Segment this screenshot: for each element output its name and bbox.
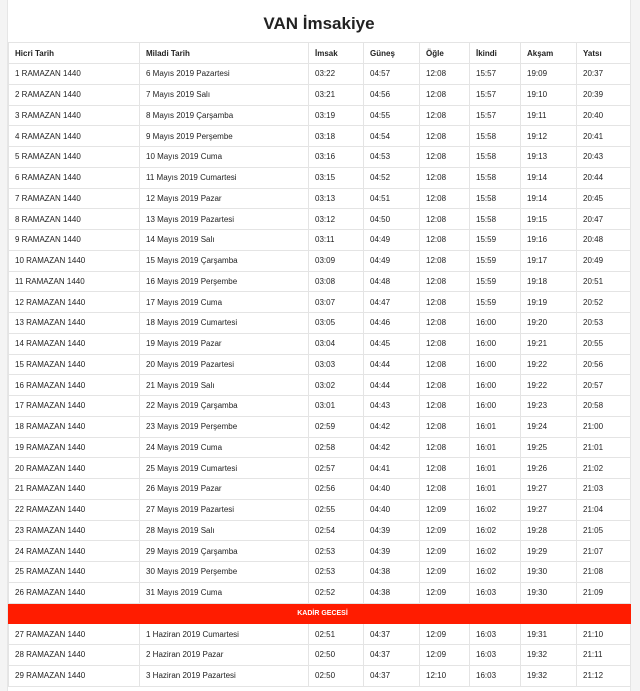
cell-yatsi: 20:43 — [577, 147, 631, 168]
cell-imsak: 02:52 — [309, 582, 364, 603]
cell-aksam: 19:10 — [521, 84, 577, 105]
cell-yatsi: 20:56 — [577, 354, 631, 375]
cell-ogle: 12:08 — [420, 416, 470, 437]
cell-ogle: 12:08 — [420, 105, 470, 126]
cell-yatsi: 21:01 — [577, 437, 631, 458]
cell-ogle: 12:08 — [420, 230, 470, 251]
cell-miladi-date: 19 Mayıs 2019 Pazar — [140, 333, 309, 354]
cell-imsak: 03:15 — [309, 167, 364, 188]
cell-ikindi: 15:59 — [470, 230, 521, 251]
cell-aksam: 19:28 — [521, 520, 577, 541]
cell-gunes: 04:50 — [364, 209, 420, 230]
cell-aksam: 19:21 — [521, 333, 577, 354]
cell-imsak: 03:04 — [309, 333, 364, 354]
cell-miladi-date: 30 Mayıs 2019 Perşembe — [140, 562, 309, 583]
cell-ikindi: 15:59 — [470, 250, 521, 271]
table-row — [9, 416, 631, 437]
cell-miladi-date: 6 Mayıs 2019 Pazartesi — [140, 64, 309, 85]
cell-hicri-date: 22 RAMAZAN 1440 — [9, 499, 140, 520]
cell-gunes: 04:54 — [364, 126, 420, 147]
cell-gunes: 04:40 — [364, 479, 420, 500]
cell-gunes: 04:57 — [364, 64, 420, 85]
cell-miladi-date: 17 Mayıs 2019 Cuma — [140, 292, 309, 313]
cell-hicri-date: 7 RAMAZAN 1440 — [9, 188, 140, 209]
cell-gunes: 04:44 — [364, 375, 420, 396]
cell-aksam: 19:17 — [521, 250, 577, 271]
cell-imsak: 02:51 — [309, 624, 364, 645]
cell-yatsi: 20:44 — [577, 167, 631, 188]
table-row — [9, 64, 631, 85]
cell-ikindi: 16:03 — [470, 645, 521, 666]
cell-ogle: 12:08 — [420, 250, 470, 271]
cell-imsak: 03:01 — [309, 396, 364, 417]
cell-yatsi: 20:55 — [577, 333, 631, 354]
cell-miladi-date: 13 Mayıs 2019 Pazartesi — [140, 209, 309, 230]
cell-miladi-date: 31 Mayıs 2019 Cuma — [140, 582, 309, 603]
cell-ikindi: 15:58 — [470, 167, 521, 188]
table-row — [9, 126, 631, 147]
cell-ikindi: 16:01 — [470, 416, 521, 437]
cell-ikindi: 15:58 — [470, 188, 521, 209]
cell-imsak: 03:03 — [309, 354, 364, 375]
cell-ogle: 12:09 — [420, 624, 470, 645]
cell-yatsi: 21:10 — [577, 624, 631, 645]
cell-aksam: 19:25 — [521, 437, 577, 458]
cell-imsak: 03:19 — [309, 105, 364, 126]
cell-gunes: 04:41 — [364, 458, 420, 479]
cell-aksam: 19:27 — [521, 499, 577, 520]
cell-ogle: 12:09 — [420, 541, 470, 562]
table-row — [9, 562, 631, 583]
cell-hicri-date: 18 RAMAZAN 1440 — [9, 416, 140, 437]
cell-ikindi: 16:00 — [470, 313, 521, 334]
cell-yatsi: 20:45 — [577, 188, 631, 209]
cell-gunes: 04:37 — [364, 624, 420, 645]
table-row — [9, 665, 631, 686]
column-header-gunes: Güneş — [364, 43, 420, 64]
cell-ogle: 12:08 — [420, 292, 470, 313]
cell-hicri-date: 23 RAMAZAN 1440 — [9, 520, 140, 541]
table-row — [9, 292, 631, 313]
table-row — [9, 105, 631, 126]
cell-aksam: 19:11 — [521, 105, 577, 126]
cell-ikindi: 16:03 — [470, 665, 521, 686]
cell-imsak: 03:05 — [309, 313, 364, 334]
cell-ikindi: 15:58 — [470, 147, 521, 168]
cell-gunes: 04:39 — [364, 541, 420, 562]
cell-hicri-date: 12 RAMAZAN 1440 — [9, 292, 140, 313]
cell-aksam: 19:18 — [521, 271, 577, 292]
cell-miladi-date: 10 Mayıs 2019 Cuma — [140, 147, 309, 168]
cell-yatsi: 21:05 — [577, 520, 631, 541]
cell-ogle: 12:08 — [420, 147, 470, 168]
cell-gunes: 04:55 — [364, 105, 420, 126]
cell-imsak: 03:02 — [309, 375, 364, 396]
cell-gunes: 04:56 — [364, 84, 420, 105]
cell-hicri-date: 16 RAMAZAN 1440 — [9, 375, 140, 396]
cell-aksam: 19:30 — [521, 562, 577, 583]
cell-imsak: 02:50 — [309, 645, 364, 666]
table-row — [9, 437, 631, 458]
cell-hicri-date: 9 RAMAZAN 1440 — [9, 230, 140, 251]
cell-miladi-date: 8 Mayıs 2019 Çarşamba — [140, 105, 309, 126]
cell-hicri-date: 24 RAMAZAN 1440 — [9, 541, 140, 562]
cell-ogle: 12:08 — [420, 271, 470, 292]
cell-hicri-date: 14 RAMAZAN 1440 — [9, 333, 140, 354]
cell-ikindi: 16:00 — [470, 333, 521, 354]
cell-aksam: 19:29 — [521, 541, 577, 562]
cell-yatsi: 20:49 — [577, 250, 631, 271]
cell-hicri-date: 1 RAMAZAN 1440 — [9, 64, 140, 85]
cell-ogle: 12:08 — [420, 396, 470, 417]
cell-ikindi: 15:58 — [470, 209, 521, 230]
cell-miladi-date: 12 Mayıs 2019 Pazar — [140, 188, 309, 209]
cell-gunes: 04:38 — [364, 562, 420, 583]
table-row — [9, 541, 631, 562]
cell-miladi-date: 27 Mayıs 2019 Pazartesi — [140, 499, 309, 520]
cell-yatsi: 21:07 — [577, 541, 631, 562]
table-row — [9, 582, 631, 603]
column-header-hicri-date: Hicri Tarih — [9, 43, 140, 64]
cell-miladi-date: 26 Mayıs 2019 Pazar — [140, 479, 309, 500]
cell-yatsi: 21:11 — [577, 645, 631, 666]
column-header-miladi-date: Miladi Tarih — [140, 43, 309, 64]
table-row — [9, 188, 631, 209]
cell-hicri-date: 21 RAMAZAN 1440 — [9, 479, 140, 500]
cell-ikindi: 16:01 — [470, 437, 521, 458]
table-row — [9, 230, 631, 251]
cell-imsak: 02:50 — [309, 665, 364, 686]
cell-ogle: 12:09 — [420, 520, 470, 541]
table-row — [9, 375, 631, 396]
cell-hicri-date: 26 RAMAZAN 1440 — [9, 582, 140, 603]
cell-ikindi: 15:57 — [470, 64, 521, 85]
cell-imsak: 03:09 — [309, 250, 364, 271]
table-body — [9, 64, 631, 687]
cell-gunes: 04:38 — [364, 582, 420, 603]
cell-ikindi: 16:03 — [470, 624, 521, 645]
cell-imsak: 02:53 — [309, 541, 364, 562]
cell-yatsi: 21:09 — [577, 582, 631, 603]
cell-aksam: 19:32 — [521, 665, 577, 686]
cell-imsak: 02:57 — [309, 458, 364, 479]
cell-imsak: 02:54 — [309, 520, 364, 541]
cell-hicri-date: 20 RAMAZAN 1440 — [9, 458, 140, 479]
cell-miladi-date: 11 Mayıs 2019 Cumartesi — [140, 167, 309, 188]
cell-yatsi: 20:57 — [577, 375, 631, 396]
cell-imsak: 02:53 — [309, 562, 364, 583]
cell-gunes: 04:37 — [364, 645, 420, 666]
cell-ikindi: 16:00 — [470, 396, 521, 417]
table-row — [9, 333, 631, 354]
cell-ikindi: 16:01 — [470, 458, 521, 479]
cell-yatsi: 21:08 — [577, 562, 631, 583]
table-row — [9, 209, 631, 230]
cell-yatsi: 20:53 — [577, 313, 631, 334]
page-title: VAN İmsakiye — [263, 14, 375, 33]
cell-aksam: 19:14 — [521, 167, 577, 188]
cell-hicri-date: 19 RAMAZAN 1440 — [9, 437, 140, 458]
cell-hicri-date: 4 RAMAZAN 1440 — [9, 126, 140, 147]
cell-gunes: 04:52 — [364, 167, 420, 188]
cell-ogle: 12:08 — [420, 188, 470, 209]
cell-gunes: 04:43 — [364, 396, 420, 417]
cell-imsak: 02:58 — [309, 437, 364, 458]
cell-ikindi: 16:02 — [470, 499, 521, 520]
cell-gunes: 04:42 — [364, 416, 420, 437]
special-row-label: KADİR GECESİ — [9, 603, 631, 624]
cell-ikindi: 15:59 — [470, 292, 521, 313]
cell-hicri-date: 28 RAMAZAN 1440 — [9, 645, 140, 666]
cell-gunes: 04:49 — [364, 250, 420, 271]
cell-ogle: 12:10 — [420, 665, 470, 686]
cell-ikindi: 16:02 — [470, 541, 521, 562]
cell-ogle: 12:08 — [420, 458, 470, 479]
cell-hicri-date: 15 RAMAZAN 1440 — [9, 354, 140, 375]
cell-miladi-date: 29 Mayıs 2019 Çarşamba — [140, 541, 309, 562]
cell-gunes: 04:39 — [364, 520, 420, 541]
table-row — [9, 499, 631, 520]
table-row — [9, 271, 631, 292]
cell-yatsi: 20:52 — [577, 292, 631, 313]
cell-ikindi: 16:02 — [470, 562, 521, 583]
cell-miladi-date: 15 Mayıs 2019 Çarşamba — [140, 250, 309, 271]
cell-miladi-date: 1 Haziran 2019 Cumartesi — [140, 624, 309, 645]
cell-imsak: 03:22 — [309, 64, 364, 85]
table-row — [9, 147, 631, 168]
cell-gunes: 04:42 — [364, 437, 420, 458]
cell-ogle: 12:09 — [420, 562, 470, 583]
table-row — [9, 250, 631, 271]
cell-aksam: 19:16 — [521, 230, 577, 251]
cell-miladi-date: 20 Mayıs 2019 Pazartesi — [140, 354, 309, 375]
cell-ikindi: 15:58 — [470, 126, 521, 147]
cell-yatsi: 21:02 — [577, 458, 631, 479]
cell-aksam: 19:22 — [521, 354, 577, 375]
cell-ikindi: 15:57 — [470, 105, 521, 126]
cell-aksam: 19:31 — [521, 624, 577, 645]
cell-hicri-date: 13 RAMAZAN 1440 — [9, 313, 140, 334]
cell-miladi-date: 9 Mayıs 2019 Perşembe — [140, 126, 309, 147]
cell-gunes: 04:51 — [364, 188, 420, 209]
table-row — [9, 84, 631, 105]
cell-imsak: 03:07 — [309, 292, 364, 313]
cell-ogle: 12:08 — [420, 354, 470, 375]
cell-yatsi: 20:39 — [577, 84, 631, 105]
cell-ogle: 12:08 — [420, 209, 470, 230]
cell-hicri-date: 2 RAMAZAN 1440 — [9, 84, 140, 105]
kadir-gecesi-row — [9, 603, 631, 624]
table-row — [9, 396, 631, 417]
cell-aksam: 19:20 — [521, 313, 577, 334]
cell-aksam: 19:27 — [521, 479, 577, 500]
cell-gunes: 04:44 — [364, 354, 420, 375]
cell-imsak: 02:59 — [309, 416, 364, 437]
cell-yatsi: 21:00 — [577, 416, 631, 437]
imsakiye-sheet — [7, 0, 631, 691]
cell-imsak: 03:21 — [309, 84, 364, 105]
cell-ogle: 12:08 — [420, 84, 470, 105]
cell-yatsi: 21:03 — [577, 479, 631, 500]
cell-hicri-date: 6 RAMAZAN 1440 — [9, 167, 140, 188]
cell-imsak: 03:16 — [309, 147, 364, 168]
cell-miladi-date: 3 Haziran 2019 Pazartesi — [140, 665, 309, 686]
cell-aksam: 19:12 — [521, 126, 577, 147]
cell-miladi-date: 2 Haziran 2019 Pazar — [140, 645, 309, 666]
cell-gunes: 04:48 — [364, 271, 420, 292]
cell-hicri-date: 11 RAMAZAN 1440 — [9, 271, 140, 292]
cell-imsak: 03:18 — [309, 126, 364, 147]
cell-gunes: 04:53 — [364, 147, 420, 168]
cell-hicri-date: 3 RAMAZAN 1440 — [9, 105, 140, 126]
cell-aksam: 19:23 — [521, 396, 577, 417]
column-header-ogle: Öğle — [420, 43, 470, 64]
table-row — [9, 624, 631, 645]
cell-ogle: 12:08 — [420, 375, 470, 396]
table-row — [9, 458, 631, 479]
cell-aksam: 19:30 — [521, 582, 577, 603]
cell-hicri-date: 5 RAMAZAN 1440 — [9, 147, 140, 168]
cell-miladi-date: 21 Mayıs 2019 Salı — [140, 375, 309, 396]
table-row — [9, 479, 631, 500]
cell-miladi-date: 14 Mayıs 2019 Salı — [140, 230, 309, 251]
cell-hicri-date: 25 RAMAZAN 1440 — [9, 562, 140, 583]
cell-aksam: 19:09 — [521, 64, 577, 85]
cell-aksam: 19:13 — [521, 147, 577, 168]
cell-ikindi: 16:02 — [470, 520, 521, 541]
cell-yatsi: 20:51 — [577, 271, 631, 292]
cell-hicri-date: 17 RAMAZAN 1440 — [9, 396, 140, 417]
cell-gunes: 04:37 — [364, 665, 420, 686]
cell-yatsi: 21:12 — [577, 665, 631, 686]
cell-miladi-date: 28 Mayıs 2019 Salı — [140, 520, 309, 541]
cell-yatsi: 21:04 — [577, 499, 631, 520]
cell-aksam: 19:26 — [521, 458, 577, 479]
cell-ikindi: 16:03 — [470, 582, 521, 603]
cell-ogle: 12:09 — [420, 645, 470, 666]
cell-miladi-date: 24 Mayıs 2019 Cuma — [140, 437, 309, 458]
cell-aksam: 19:19 — [521, 292, 577, 313]
cell-ikindi: 15:59 — [470, 271, 521, 292]
cell-imsak: 03:12 — [309, 209, 364, 230]
cell-hicri-date: 10 RAMAZAN 1440 — [9, 250, 140, 271]
cell-ikindi: 16:00 — [470, 354, 521, 375]
cell-aksam: 19:32 — [521, 645, 577, 666]
cell-miladi-date: 22 Mayıs 2019 Çarşamba — [140, 396, 309, 417]
column-header-aksam: Akşam — [521, 43, 577, 64]
cell-aksam: 19:24 — [521, 416, 577, 437]
cell-imsak: 02:55 — [309, 499, 364, 520]
cell-hicri-date: 8 RAMAZAN 1440 — [9, 209, 140, 230]
table-row — [9, 313, 631, 334]
cell-ogle: 12:08 — [420, 126, 470, 147]
cell-aksam: 19:15 — [521, 209, 577, 230]
cell-miladi-date: 25 Mayıs 2019 Cumartesi — [140, 458, 309, 479]
cell-gunes: 04:40 — [364, 499, 420, 520]
cell-ikindi: 16:00 — [470, 375, 521, 396]
cell-ogle: 12:08 — [420, 437, 470, 458]
cell-imsak: 03:13 — [309, 188, 364, 209]
table-row — [9, 354, 631, 375]
cell-ogle: 12:08 — [420, 167, 470, 188]
column-header-imsak: İmsak — [309, 43, 364, 64]
cell-imsak: 03:08 — [309, 271, 364, 292]
imsakiye-table — [8, 42, 631, 687]
table-row — [9, 520, 631, 541]
cell-gunes: 04:49 — [364, 230, 420, 251]
cell-gunes: 04:45 — [364, 333, 420, 354]
cell-ikindi: 16:01 — [470, 479, 521, 500]
cell-ogle: 12:08 — [420, 333, 470, 354]
cell-imsak: 02:56 — [309, 479, 364, 500]
cell-ogle: 12:09 — [420, 582, 470, 603]
column-header-ikindi: İkindi — [470, 43, 521, 64]
cell-miladi-date: 23 Mayıs 2019 Perşembe — [140, 416, 309, 437]
cell-aksam: 19:14 — [521, 188, 577, 209]
header-row — [9, 43, 631, 64]
cell-yatsi: 20:48 — [577, 230, 631, 251]
cell-miladi-date: 7 Mayıs 2019 Salı — [140, 84, 309, 105]
cell-ogle: 12:08 — [420, 64, 470, 85]
cell-ogle: 12:08 — [420, 479, 470, 500]
cell-yatsi: 20:37 — [577, 64, 631, 85]
cell-imsak: 03:11 — [309, 230, 364, 251]
cell-gunes: 04:46 — [364, 313, 420, 334]
cell-yatsi: 20:41 — [577, 126, 631, 147]
cell-yatsi: 20:47 — [577, 209, 631, 230]
cell-miladi-date: 16 Mayıs 2019 Perşembe — [140, 271, 309, 292]
column-header-yatsi: Yatsı — [577, 43, 631, 64]
cell-hicri-date: 27 RAMAZAN 1440 — [9, 624, 140, 645]
cell-miladi-date: 18 Mayıs 2019 Cumartesi — [140, 313, 309, 334]
cell-gunes: 04:47 — [364, 292, 420, 313]
table-row — [9, 645, 631, 666]
cell-yatsi: 20:58 — [577, 396, 631, 417]
cell-yatsi: 20:40 — [577, 105, 631, 126]
table-row — [9, 167, 631, 188]
cell-ikindi: 15:57 — [470, 84, 521, 105]
cell-ogle: 12:09 — [420, 499, 470, 520]
cell-ogle: 12:08 — [420, 313, 470, 334]
cell-aksam: 19:22 — [521, 375, 577, 396]
cell-hicri-date: 29 RAMAZAN 1440 — [9, 665, 140, 686]
